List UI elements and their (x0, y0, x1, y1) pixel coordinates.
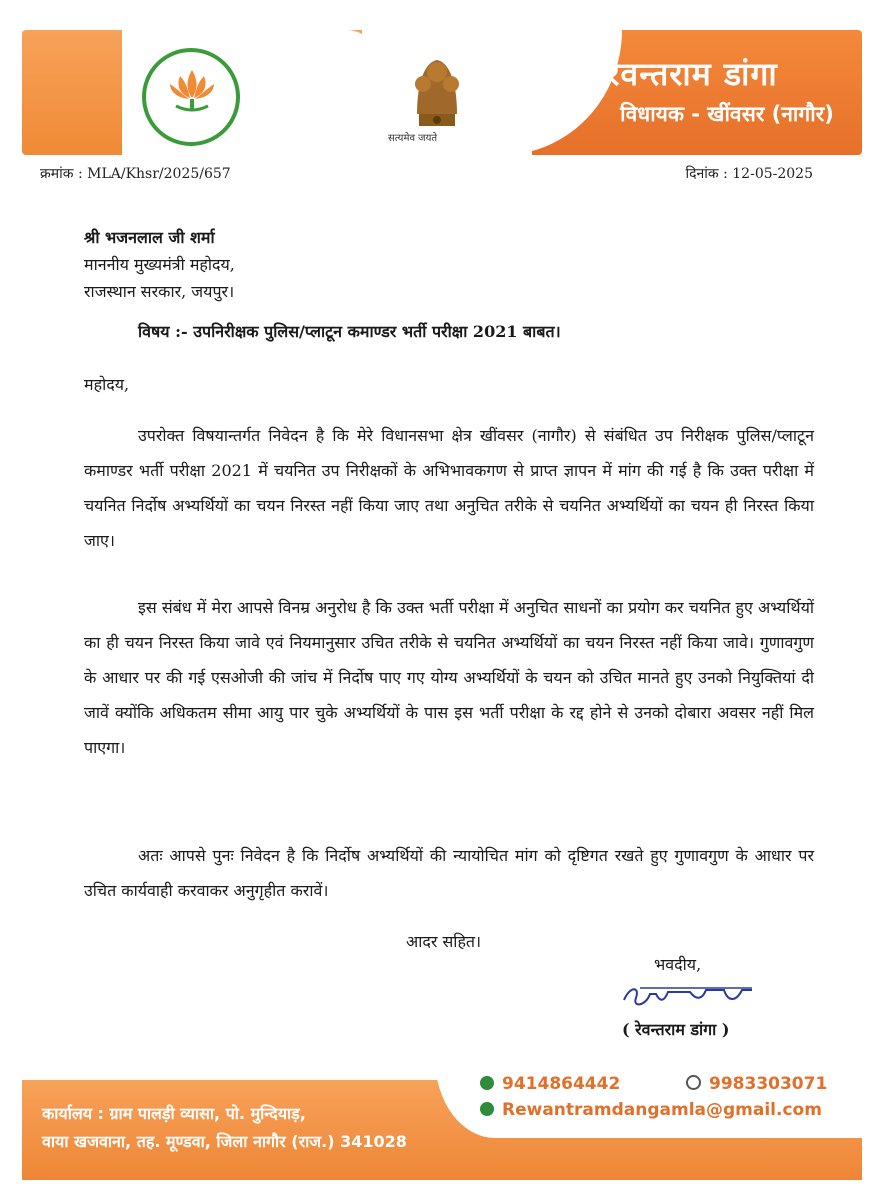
phone-icon (480, 1076, 494, 1090)
closing-regards: आदर सहित। (406, 932, 482, 951)
phone-number: 9414864442 (502, 1074, 621, 1094)
handwritten-signature (620, 980, 760, 1012)
whatsapp-contact[interactable] (686, 1074, 827, 1094)
whatsapp-number: 9983303071 (709, 1074, 828, 1094)
closing-yours: भवदीय, (654, 955, 702, 974)
body-paragraph: उपरोक्त विषयान्तर्गत निवेदन है कि मेरे विधानसभा क्षेत्र खींवसर (नागौर) से संबंधित उप निरीक्षक पुलिस/प्लाटून कमाण्डर भर्ती परीक्षा 2021 में चयनित उप निरीक्षकों के अभिभावकगण से प्राप्त ज्ञापन में मांग की गई है कि उक्त परीक्षा में चयनित निर्दोष अभ्यर्थियों का चयन निरस्त नहीं किया जाए तथा अनुचित तरीके से चयनित अभ्यर्थियों का चयन ही निरस्त किया जाए। (84, 426, 814, 550)
lotus-icon (162, 62, 222, 122)
email-contact[interactable] (480, 1100, 822, 1120)
addressee-name: श्री भजनलाल जी शर्मा (84, 228, 215, 247)
mla-name: रेवन्तराम डांगा (606, 55, 778, 93)
addressee-title: माननीय मुख्यमंत्री महोदय, (84, 255, 235, 274)
letter-date: दिनांक : 12-05-2025 (685, 166, 813, 182)
phone-contact[interactable] (480, 1074, 620, 1094)
footer-contact-panel (435, 1058, 862, 1138)
mla-designation: विधायक - खींवसर (नागौर) (620, 102, 834, 126)
reference-number: क्रमांक : MLA/Khsr/2025/657 (40, 166, 231, 182)
letterhead-header (22, 30, 862, 155)
email-icon (480, 1102, 494, 1116)
signatory-name: ( रेवन्तराम डांगा ) (622, 1020, 730, 1039)
office-address (42, 1100, 407, 1156)
addressee-block (84, 224, 235, 305)
subject-line: विषय :- उपनिरीक्षक पुलिस/प्लाटून कमाण्डर भर्ती परीक्षा 2021 बाबत। (138, 322, 561, 341)
email-address: Rewantramdangamla@gmail.com (502, 1100, 822, 1120)
office-address-line: कार्यालय : ग्राम पालड़ी व्यासा, पो. मुन्दियाड़, (42, 1104, 306, 1123)
body-paragraph: अतः आपसे पुनः निवेदन है कि निर्दोष अभ्यर्थियों की न्यायोचित मांग को दृष्टिगत रखते हुए गुणावगुण के आधार पर उचित कार्यवाही करवाकर अनुगृहीत करावें। (84, 846, 814, 900)
office-address-line: वाया खजवाना, तह. मूण्डवा, जिला नागौर (राज.) 341028 (42, 1132, 407, 1151)
addressee-office: राजस्थान सरकार, जयपुर। (84, 282, 235, 301)
whatsapp-icon (686, 1075, 701, 1090)
salutation: महोदय, (84, 375, 130, 394)
emblem-motto: सत्यमेव जयते (388, 133, 438, 144)
body-paragraph: इस संबंध में मेरा आपसे विनम्र अनुरोध है कि उक्त भर्ती परीक्षा में अनुचित साधनों का प्रयोग कर चयनित हुए अभ्यर्थियों का ही चयन निरस्त किया जावे एवं नियमानुसार उचित तरीके से चयनित अभ्यर्थियों का चयन निरस्त नहीं किया जावे। गुणावगुण के आधार पर की गई एसओजी की जांच में निर्दोष पाए गए योग्य अभ्यर्थियों के चयन को उचित मानते हुए उनको नियुक्तियां दी जावें क्योंकि अधिकतम सीमा आयु पार चुके अभ्यर्थियों के पास इस भर्ती परीक्षा के रद्द होने से उनको दोबारा अवसर नहीं मिल पाएगा। (84, 598, 814, 757)
